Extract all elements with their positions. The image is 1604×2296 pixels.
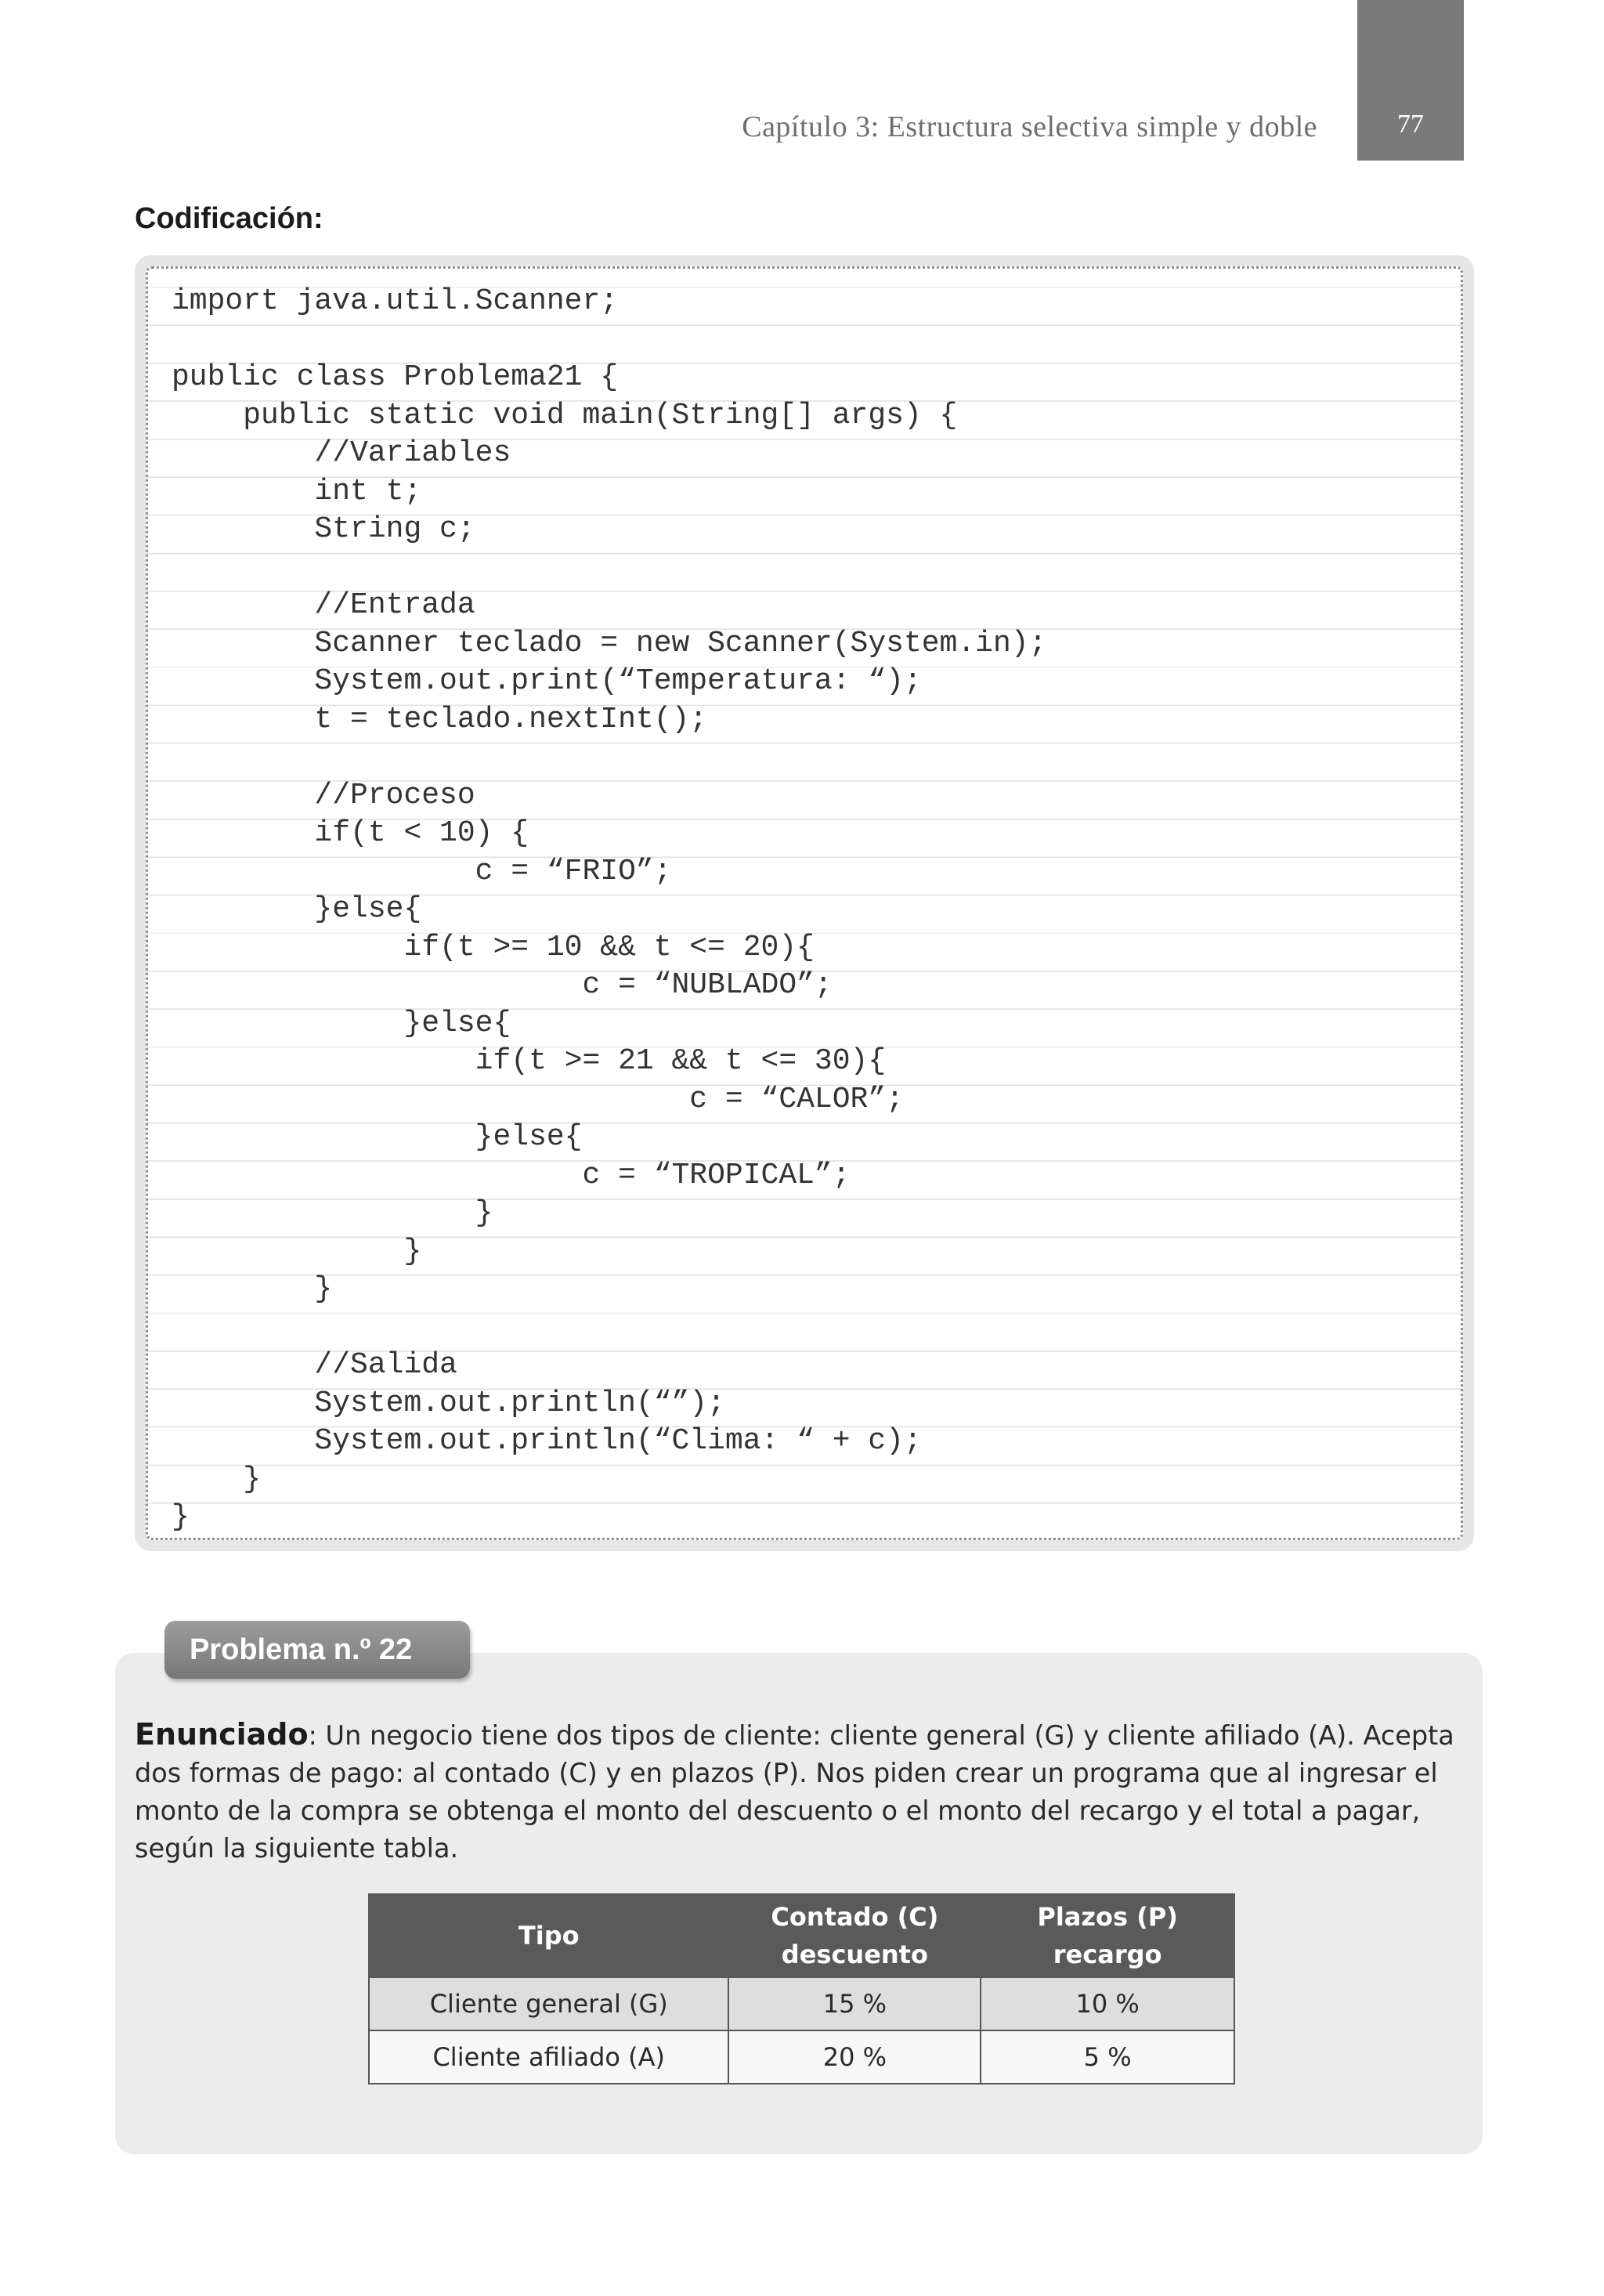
code-line: }else{ <box>172 1006 511 1040</box>
code-line: if(t >= 21 && t <= 30){ <box>172 1044 887 1078</box>
table-cell: 5 % <box>981 2030 1234 2084</box>
code-listing <box>146 266 1463 1540</box>
statement-label: Enunciado <box>135 1717 309 1752</box>
code-line <box>172 549 1046 588</box>
code-line: //Entrada <box>172 588 475 622</box>
code-line: int t; <box>172 474 422 508</box>
table-cell: 20 % <box>728 2030 981 2084</box>
section-heading: Codificación: <box>135 202 323 235</box>
problem-statement <box>135 1716 1466 1868</box>
table-cell: Cliente afiliado (A) <box>369 2030 728 2084</box>
statement-text: : Un negocio tiene dos tipos de cliente: cliente general (G) y cliente afiliado (A). Acepta dos formas de pago: al contado (C) y en plazos (P). Nos piden crear un programa que al ingresar el monto de la compra se obtenga el monto del descuento o el monto del recargo y el total a pagar, según la siguiente tabla. <box>135 1720 1454 1864</box>
code-line: System.out.print(“Temperatura: “); <box>172 664 922 698</box>
code-line: c = “TROPICAL”; <box>172 1158 851 1192</box>
code-line <box>172 321 1046 360</box>
code-line: } <box>172 1500 190 1534</box>
code-line: }else{ <box>172 892 422 926</box>
code-line: t = teclado.nextInt(); <box>172 702 708 736</box>
code-line: c = “NUBLADO”; <box>172 968 833 1002</box>
page-number: 77 <box>1397 110 1424 139</box>
code-line: } <box>172 1234 422 1268</box>
header-contado <box>728 1894 981 1977</box>
code-line: } <box>172 1196 493 1230</box>
code-line: c = “FRIO”; <box>172 854 672 888</box>
table-header-row <box>369 1894 1234 1977</box>
code-line: public static void main(String[] args) { <box>172 398 958 432</box>
code-line <box>172 1309 1046 1347</box>
code-line: } <box>172 1462 262 1496</box>
code-line: if(t >= 10 && t <= 20){ <box>172 930 815 964</box>
code-lines <box>172 283 1046 1537</box>
code-line: }else{ <box>172 1120 583 1154</box>
header-plazos-line2: recargo <box>1053 1940 1162 1969</box>
code-line: //Salida <box>172 1348 457 1382</box>
header-plazos <box>981 1894 1234 1977</box>
code-line: Scanner teclado = new Scanner(System.in); <box>172 626 1047 660</box>
code-line: c = “CALOR”; <box>172 1082 904 1116</box>
discount-table <box>368 1893 1235 2084</box>
code-line: System.out.println(“Clima: “ + c); <box>172 1424 922 1458</box>
problem-tab: Problema n.º 22 <box>164 1621 470 1679</box>
header-contado-line1: Contado (C) <box>771 1902 939 1932</box>
table-cell: 10 % <box>981 1977 1234 2030</box>
header-contado-line2: descuento <box>781 1940 928 1969</box>
code-line: //Variables <box>172 436 511 470</box>
header-plazos-line1: Plazos (P) <box>1037 1902 1178 1932</box>
code-line: System.out.println(“”); <box>172 1386 725 1420</box>
code-line: import java.util.Scanner; <box>172 284 619 318</box>
code-line: } <box>172 1272 333 1306</box>
table-cell: Cliente general (G) <box>369 1977 728 2030</box>
code-line: //Proceso <box>172 778 475 812</box>
code-line: if(t < 10) { <box>172 816 529 850</box>
table-row <box>369 1977 1234 2030</box>
code-line: String c; <box>172 512 475 546</box>
table-row <box>369 2030 1234 2084</box>
code-panel <box>135 255 1474 1551</box>
header-tipo: Tipo <box>369 1894 728 1977</box>
table-cell: 15 % <box>728 1977 981 2030</box>
chapter-title: Capítulo 3: Estructura selectiva simple y doble <box>742 110 1317 143</box>
code-line <box>172 739 1046 777</box>
code-line: public class Problema21 { <box>172 360 619 394</box>
